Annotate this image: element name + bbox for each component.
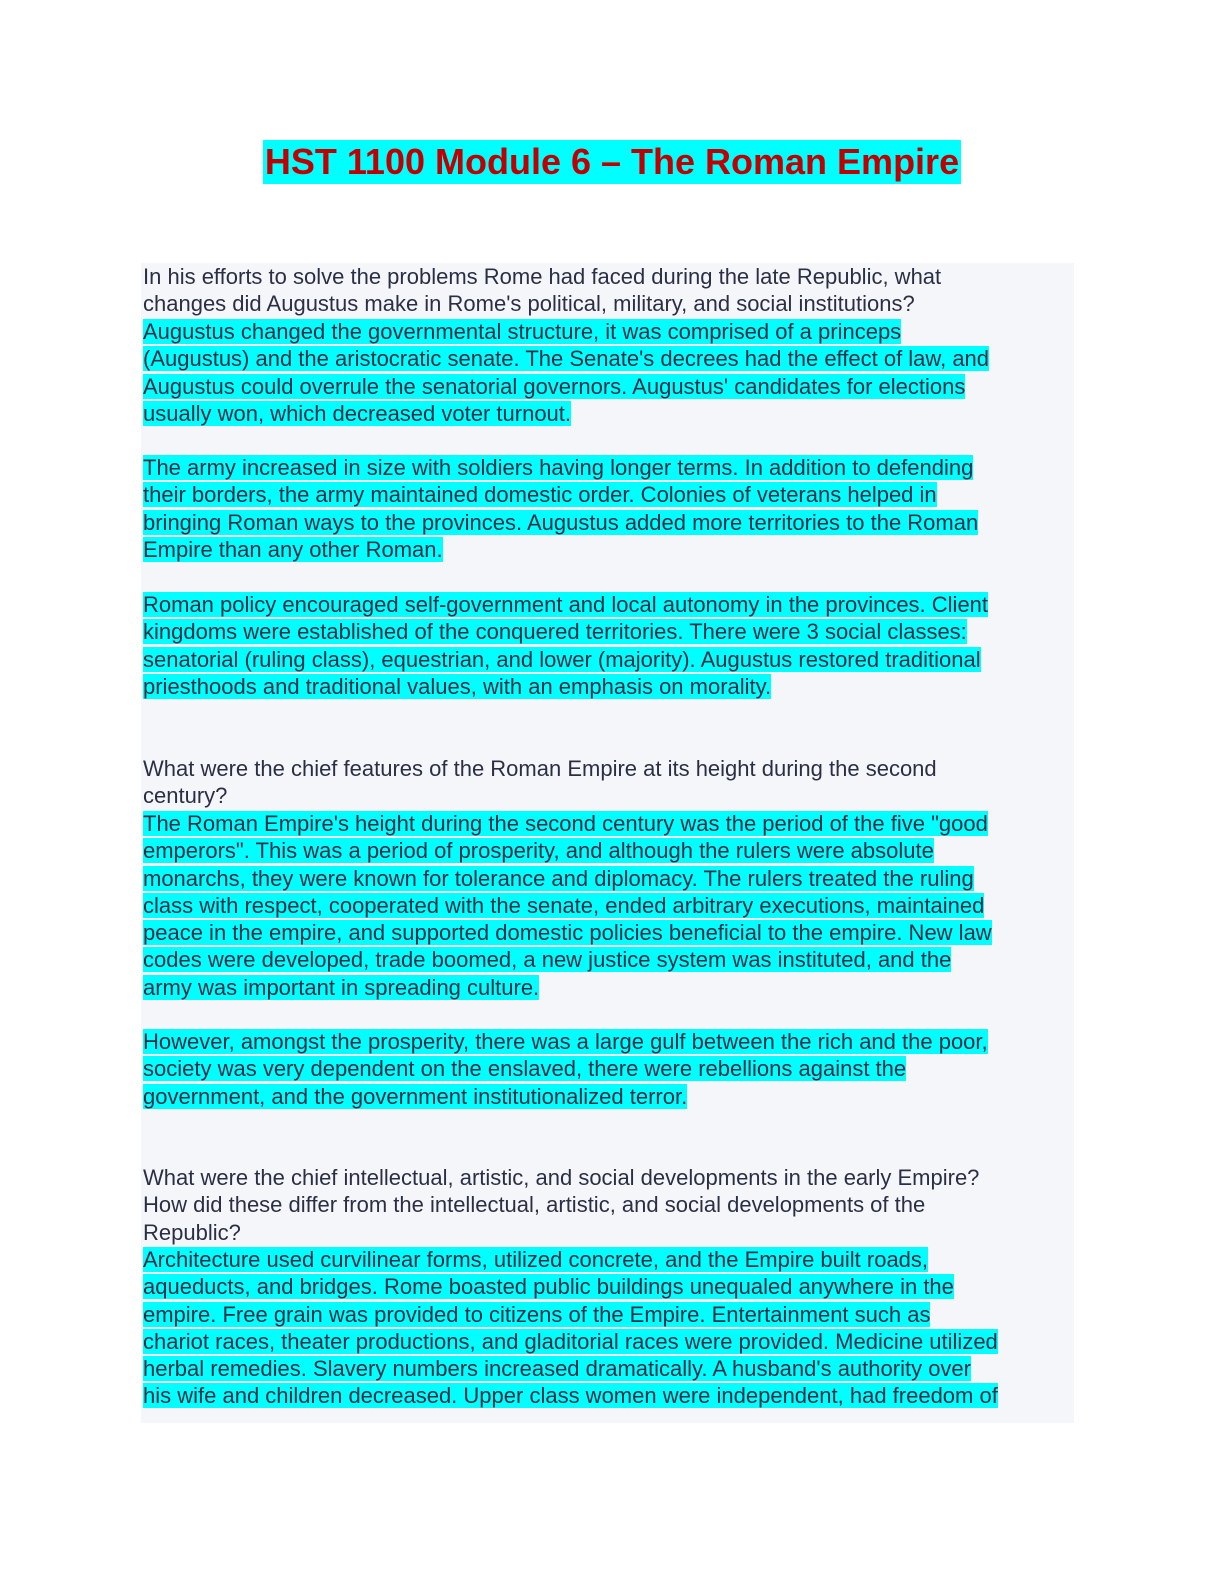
answer-line: codes were developed, trade boomed, a new justice system was instituted, and the — [143, 947, 952, 973]
question-line: What were the chief features of the Roman Empire at its height during the second — [143, 756, 937, 781]
answer-line: their borders, the army maintained domestic order. Colonies of veterans helped in — [143, 482, 937, 508]
question-1 — [143, 263, 1073, 318]
answer-line: Architecture used curvilinear forms, utilized concrete, and the Empire built roads, — [143, 1247, 929, 1272]
question-line: In his efforts to solve the problems Rome had faced during the late Republic, what — [143, 264, 942, 289]
question-line: How did these differ from the intellectual, artistic, and social developments of the — [143, 1192, 926, 1218]
answer-line: However, amongst the prosperity, there was a large gulf between the rich and the poor, — [143, 1029, 988, 1054]
answer-line: The army increased in size with soldiers having longer terms. In addition to defending — [143, 455, 974, 480]
answer-line: usually won, which decreased voter turnout. — [143, 400, 572, 426]
answer-3-paragraph-1 — [143, 1246, 1073, 1410]
answer-line: (Augustus) and the aristocratic senate. The Senate's decrees had the effect of law, and — [143, 346, 990, 372]
question-2 — [143, 755, 1073, 810]
question-line: Republic? — [143, 1219, 241, 1245]
answer-line: aqueducts, and bridges. Rome boasted public buildings unequaled anywhere in the — [143, 1274, 954, 1300]
answer-line: empire. Free grain was provided to citizens of the Empire. Entertainment such as — [143, 1301, 931, 1327]
answer-line: peace in the empire, and supported domestic policies beneficial to the empire. New law — [143, 920, 992, 946]
answer-line: herbal remedies. Slavery numbers increased dramatically. A husband's authority over — [143, 1356, 971, 1382]
answer-line: kingdoms were established of the conquered territories. There were 3 social classes: — [143, 619, 967, 645]
answer-line: chariot races, theater productions, and gladitorial races were provided. Medicine utilized — [143, 1328, 998, 1354]
answer-1-paragraph-3 — [143, 591, 1073, 700]
answer-line: Roman policy encouraged self-government and local autonomy in the provinces. Client — [143, 592, 989, 617]
answer-line: emperors". This was a period of prosperity, and although the rulers were absolute — [143, 838, 934, 864]
answer-2-paragraph-1 — [143, 810, 1073, 1001]
answer-line: priesthoods and traditional values, with an emphasis on morality. — [143, 673, 772, 699]
answer-line: government, and the government institutionalized terror. — [143, 1083, 688, 1109]
answer-line: Augustus could overrule the senatorial governors. Augustus' candidates for elections — [143, 373, 966, 399]
answer-line: Augustus changed the governmental structure, it was comprised of a princeps — [143, 319, 902, 344]
document-title: HST 1100 Module 6 – The Roman Empire — [264, 141, 960, 182]
answer-line: class with respect, cooperated with the senate, ended arbitrary executions, maintained — [143, 892, 985, 918]
answer-line: army was important in spreading culture. — [143, 974, 540, 1000]
answer-1-paragraph-1 — [143, 318, 1073, 427]
answer-2-paragraph-2 — [143, 1028, 1073, 1110]
answer-line: society was very dependent on the enslaved, there were rebellions against the — [143, 1056, 907, 1082]
question-line: century? — [143, 783, 228, 809]
answer-line: monarchs, they were known for tolerance and diplomacy. The rulers treated the ruling — [143, 865, 974, 891]
answer-line: his wife and children decreased. Upper class women were independent, had freedom of — [143, 1383, 998, 1409]
answer-line: senatorial (ruling class), equestrian, and lower (majority). Augustus restored traditional — [143, 646, 981, 672]
title-container — [0, 140, 1224, 184]
answer-line: Empire than any other Roman. — [143, 536, 443, 562]
answer-line: The Roman Empire's height during the second century was the period of the five "good — [143, 811, 988, 836]
answer-1-paragraph-2 — [143, 454, 1073, 563]
question-line: changes did Augustus make in Rome's political, military, and social institutions? — [143, 291, 915, 317]
question-3 — [143, 1164, 1073, 1246]
question-line: What were the chief intellectual, artistic, and social developments in the early Empire? — [143, 1165, 980, 1190]
answer-line: bringing Roman ways to the provinces. Augustus added more territories to the Roman — [143, 509, 979, 535]
